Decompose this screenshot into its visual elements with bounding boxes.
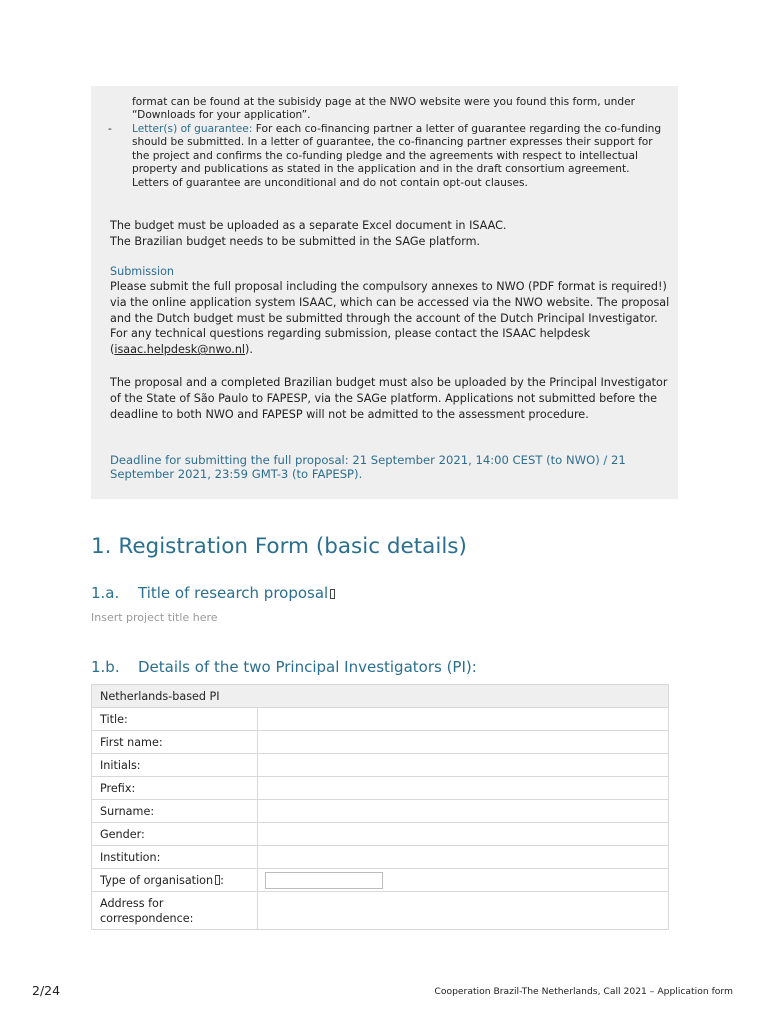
info-icon — [330, 589, 335, 599]
address-field[interactable] — [258, 892, 669, 930]
org-type-colon: : — [220, 873, 224, 887]
first-name-field[interactable] — [258, 731, 669, 754]
row-label: First name: — [92, 731, 258, 754]
submission-text: Please submit the full proposal including the compulsory annexes to NWO (PDF format is required!) via the online application system ISAAC, which can be accessed via the NWO website. The proposal and the Dutch budget must be submitted through the account of the Dutch Principal Investigator. For any technical questions regarding submission, please contact the ISAAC helpdesk ( — [110, 280, 670, 357]
bullet-dash: - — [108, 123, 112, 135]
budget-line-1: The budget must be uploaded as a separate Excel document in ISAAC. — [110, 219, 507, 232]
table-row — [92, 892, 669, 930]
title-field[interactable] — [258, 708, 669, 731]
deadline-text: Deadline for submitting the full proposal: 21 September 2021, 14:00 CEST (to NWO) / 21 September 2021, 23:59 GMT-3 (to FAPESP). — [110, 453, 626, 481]
submission-heading: Submission — [110, 265, 175, 278]
table-row — [92, 731, 669, 754]
guarantee-bullet — [108, 123, 668, 190]
table-row — [92, 869, 669, 892]
fapesp-paragraph: The proposal and a completed Brazilian budget must also be uploaded by the Principal Investigator of the State of São Paulo to FAPESP, via the SAGe platform. Applications not submitted before the deadline to both NWO and FAPESP will not be admitted to the assessment procedure. — [110, 376, 668, 421]
page-number: 2/24 — [32, 983, 61, 998]
row-label: Prefix: — [92, 777, 258, 800]
guarantee-label: Letter(s) of guarantee: — [132, 123, 253, 135]
table-row — [92, 777, 669, 800]
guarantee-paragraph — [132, 123, 668, 190]
initials-field[interactable] — [258, 754, 669, 777]
surname-field[interactable] — [258, 800, 669, 823]
prefix-field[interactable] — [258, 777, 669, 800]
gender-field[interactable] — [258, 823, 669, 846]
org-type-select[interactable] — [265, 872, 383, 889]
budget-line-2: The Brazilian budget needs to be submitted in the SAGe platform. — [110, 234, 481, 248]
submission-paragraph — [110, 279, 670, 358]
row-label: Institution: — [92, 846, 258, 869]
subheading-title — [91, 584, 335, 602]
subheading-pi — [91, 658, 477, 676]
org-type-cell — [258, 869, 669, 892]
subheading-text: Details of the two Principal Investigators (PI): — [138, 658, 477, 676]
org-type-label: Type of organisation — [100, 873, 214, 887]
row-label: Address for correspondence: — [92, 892, 258, 930]
table-row — [92, 800, 669, 823]
subheading-text: Title of research proposal — [138, 584, 329, 602]
section-title: 1. Registration Form (basic details) — [91, 534, 467, 559]
footer-title: Cooperation Brazil-The Netherlands, Call 2021 – Application form — [434, 986, 733, 997]
table-header-row — [92, 685, 669, 708]
row-label: Title: — [92, 708, 258, 731]
helpdesk-email-link[interactable]: isaac.helpdesk@nwo.nl — [114, 343, 246, 357]
guarantee-text: For each co-financing partner a letter of guarantee regarding the co-funding should be submitted. In a letter of guarantee, the co-financing partner expresses their support for the project and confirms the co-funding pledge and the agreements with respect to intellectual property and publications as stated in the application and in the draft consortium agreement. Letters of guarantee are unconditional and do not contain opt-out clauses. — [132, 123, 662, 189]
table-header: Netherlands-based PI — [92, 685, 669, 708]
pi-table — [91, 684, 669, 930]
table-row — [92, 708, 669, 731]
row-label: Gender: — [92, 823, 258, 846]
table-row — [92, 754, 669, 777]
budget-paragraph — [110, 218, 670, 250]
row-label-org-type — [92, 869, 258, 892]
table-row — [92, 846, 669, 869]
institution-field[interactable] — [258, 846, 669, 869]
project-title-input[interactable]: Insert project title here — [91, 611, 218, 624]
row-label: Initials: — [92, 754, 258, 777]
subheading-number: 1.b. — [91, 658, 120, 676]
row-label: Surname: — [92, 800, 258, 823]
submission-text-end: ). — [245, 343, 253, 357]
annex-continuation: format can be found at the subisidy page at the NWO website were you found this form, under “Downloads for your application”. — [132, 96, 635, 122]
subheading-number: 1.a. — [91, 584, 120, 602]
table-row — [92, 823, 669, 846]
